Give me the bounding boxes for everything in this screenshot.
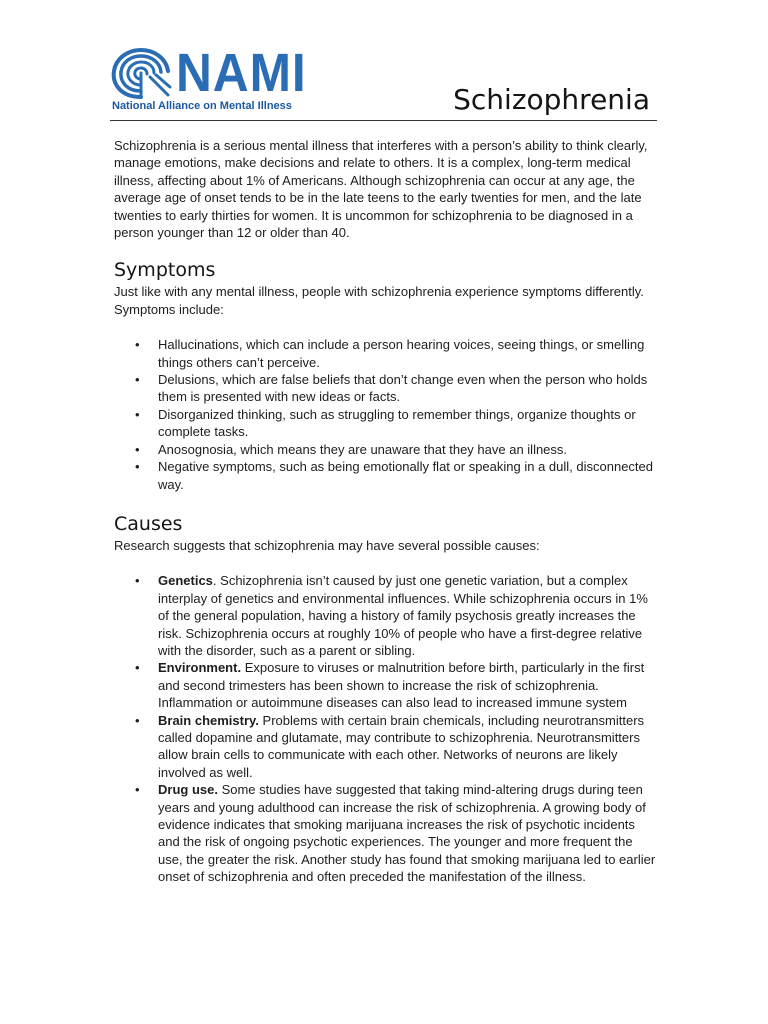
list-item: • Disorganized thinking, such as struggling to remember things, organize thoughts or complete tasks. <box>135 406 636 440</box>
document-body <box>114 137 659 886</box>
bullet-icon: • <box>135 712 140 728</box>
list-item: • Anosognosia, which means they are unaware that they have an illness. <box>135 441 568 457</box>
list-item: • Negative symptoms, such as being emotionally flat or speaking in a dull, disconnected way. <box>135 459 653 492</box>
cause-term: Environment. <box>158 660 242 676</box>
bullet-icon: • <box>135 660 140 676</box>
logo-wordmark: NAMI <box>176 43 307 103</box>
bullet-icon: • <box>135 573 140 589</box>
causes-list <box>114 572 659 885</box>
title-divider <box>110 120 657 121</box>
list-item: • Genetics. Schizophrenia isn’t caused by just one genetic variation, but a complex interplay of genetics and environmental influences. While schizophrenia occurs in 1% of the general population, having a history of family psychosis greatly increases the risk. Schizophrenia occurs at roughly 10% of people who have a first-degree relative with the disorder, such as a parent or sibling. <box>135 573 648 658</box>
bullet-icon: • <box>135 441 140 457</box>
cause-term: Drug use. <box>158 782 218 798</box>
nami-logo <box>110 43 307 117</box>
causes-lead: Research suggests that schizophrenia may have several possible causes: <box>114 537 540 553</box>
bullet-icon: • <box>135 337 140 353</box>
causes-heading: Causes <box>114 512 183 535</box>
nami-spiral-icon <box>110 47 172 99</box>
list-item: • Delusions, which are false beliefs that don’t change even when the person who holds them is presented with new ideas or facts. <box>135 372 648 405</box>
page-title: Schizophrenia <box>453 83 650 116</box>
cause-term: Genetics <box>158 573 213 589</box>
bullet-icon: • <box>135 372 140 388</box>
symptoms-list <box>114 336 659 493</box>
bullet-icon: • <box>135 782 140 798</box>
symptoms-heading: Symptoms <box>114 259 216 282</box>
bullet-icon: • <box>135 459 140 475</box>
intro-paragraph: Schizophrenia is a serious mental illness that interferes with a person’s ability to think clearly, manage emotions, make decisions and relate to others. It is a complex, long-term medical illness, affecting about 1% of Americans. Although schizophrenia can occur at any age, the average age of onset tends to be in the late teens to the early twenties for men, and the late twenties to early thirties for women. It is uncommon for schizophrenia to be diagnosed in a person younger than 12 or older than 40. <box>114 138 648 241</box>
logo-tagline: National Alliance on Mental Illness <box>112 100 292 112</box>
list-item: • Hallucinations, which can include a person hearing voices, seeing things, or smelling things others can’t perceive. <box>135 337 645 370</box>
list-item: • Brain chemistry. Problems with certain brain chemicals, including neurotransmitters called dopamine and glutamate, may contribute to schizophrenia. Neurotransmitters allow brain cells to communicate with each other. Networks of neurons are likely involved as well. <box>135 712 645 780</box>
symptoms-lead: Just like with any mental illness, people with schizophrenia experience symptoms differently. Symptoms include: <box>114 284 644 317</box>
list-item: • Environment. Exposure to viruses or malnutrition before birth, particularly in the first and second trimesters has been shown to increase the risk of schizophrenia. Inflammation or autoimmune diseases can also lead to increased immune system <box>135 660 645 711</box>
list-item: • Drug use. Some studies have suggested that taking mind-altering drugs during teen years and young adulthood can increase the risk of schizophrenia. A growing body of evidence indicates that smoking marijuana increases the risk of psychotic incidents and the risk of ongoing psychotic experiences. The younger and more frequent the use, the greater the risk. Another study has found that smoking marijuana led to earlier onset of schizophrenia and often preceded the manifestation of the illness. <box>135 782 656 885</box>
bullet-icon: • <box>135 406 140 422</box>
cause-term: Brain chemistry. <box>158 712 259 728</box>
